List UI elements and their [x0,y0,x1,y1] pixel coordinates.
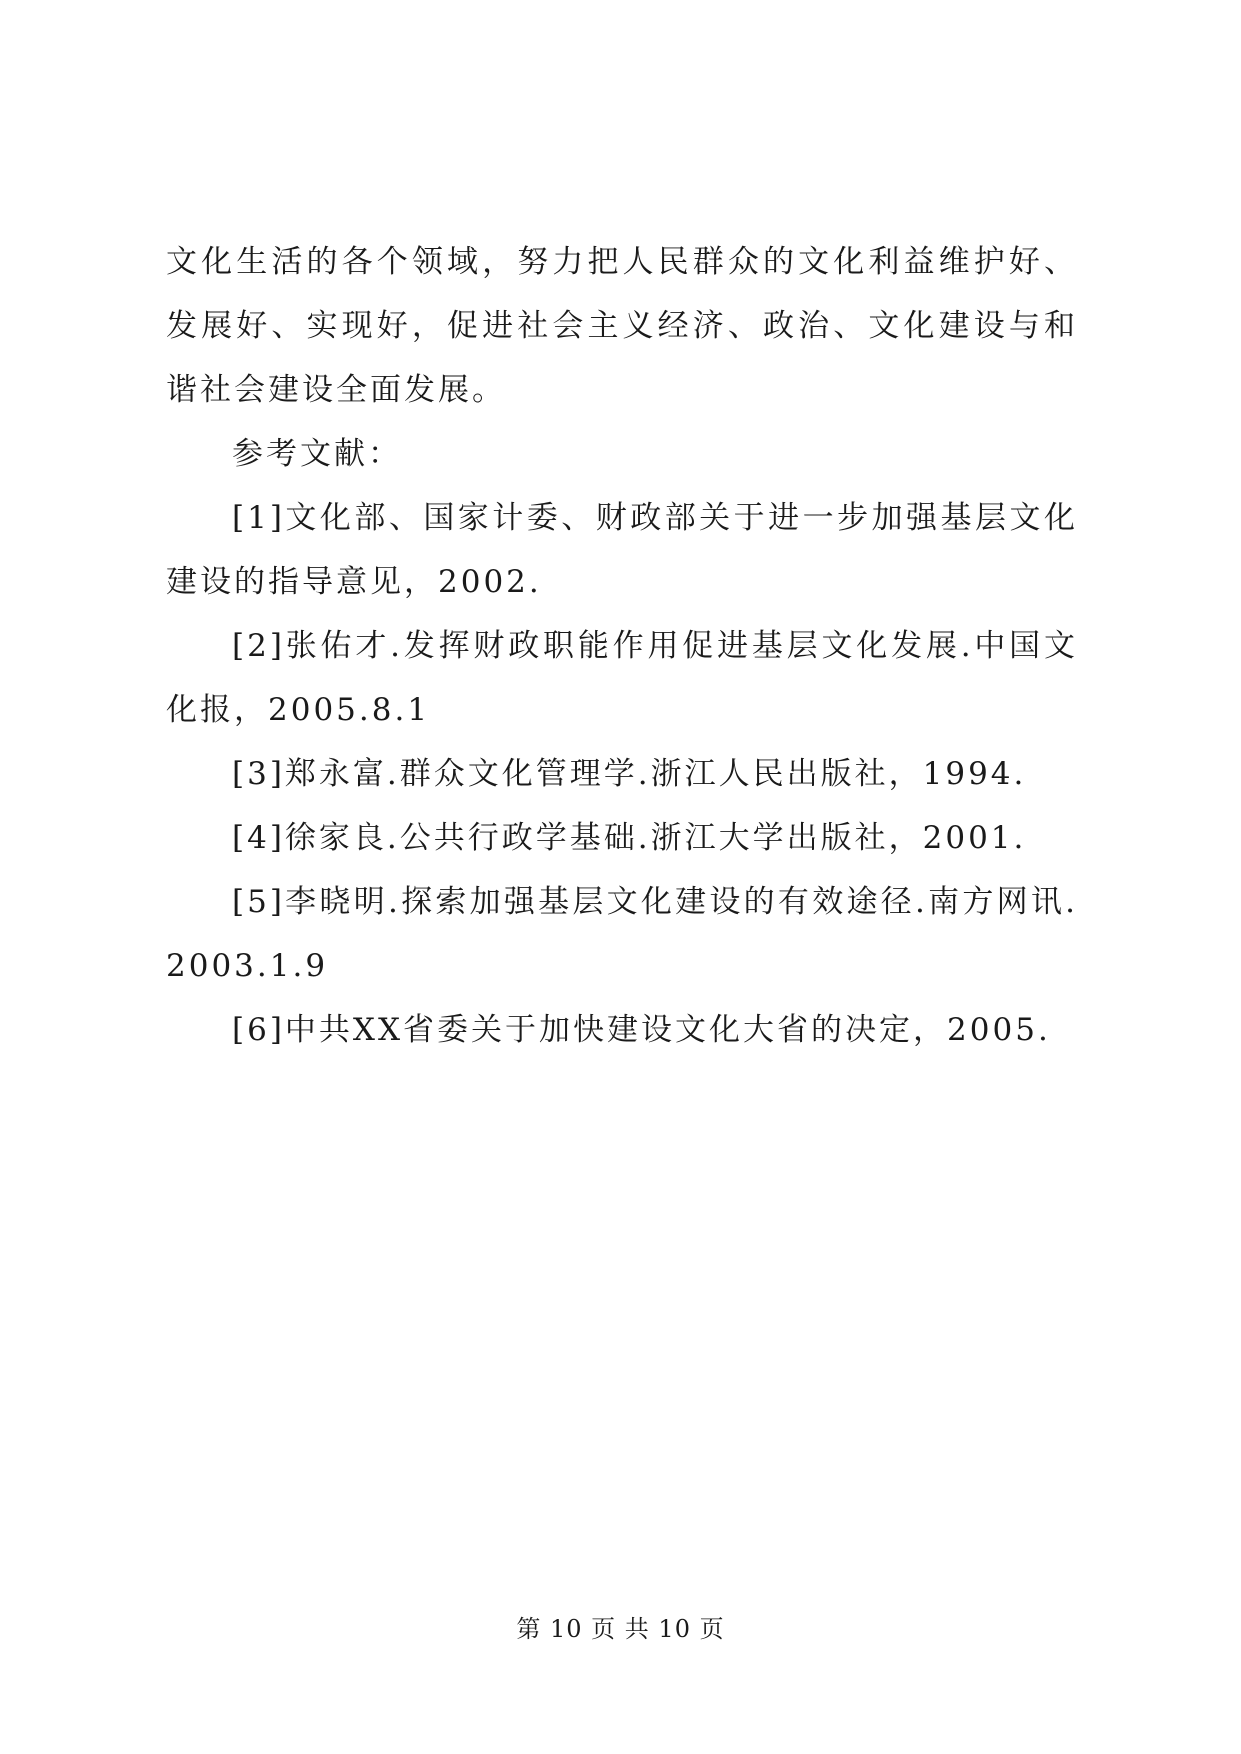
document-body [166,230,1078,1062]
reference-item-1: [1]文化部、国家计委、财政部关于进一步加强基层文化建设的指导意见，2002. [166,500,1078,600]
page-footer: 第 10 页 共 10 页 [516,1615,725,1643]
reference-item-2: [2]张佑才.发挥财政职能作用促进基层文化发展.中国文化报，2005.8.1 [166,628,1078,728]
body-paragraph: 文化生活的各个领域，努力把人民群众的文化利益维护好、发展好、实现好，促进社会主义经济、政治、文化建设与和谐社会建设全面发展。 [166,244,1078,408]
reference-item-4: [4]徐家良.公共行政学基础.浙江大学出版社，2001. [232,820,1027,856]
reference-item-6: [6]中共XX省委关于加快建设文化大省的决定，2005. [232,1012,1051,1048]
reference-item-5: [5]李晓明.探索加强基层文化建设的有效途径.南方网讯.2003.1.9 [166,884,1078,984]
references-heading: 参考文献： [232,436,402,472]
reference-item-3: [3]郑永富.群众文化管理学.浙江人民出版社，1994. [232,756,1027,792]
